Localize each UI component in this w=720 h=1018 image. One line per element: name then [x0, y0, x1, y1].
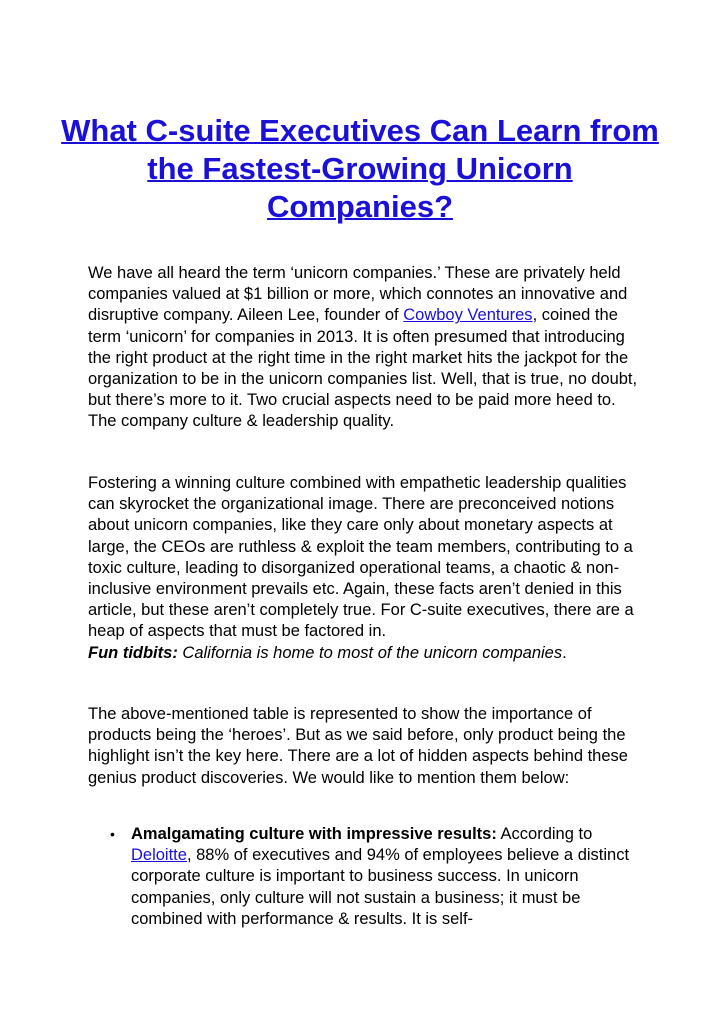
bullet-text-end: , 88% of executives and 94% of employees believe a distinct corporate culture is important to business success. In unicorn companies, only culture will not sustain a business; it must be combined with performance & results. It is self-: [131, 846, 630, 928]
bullet-heading: Amalgamating culture with impressive results:: [131, 825, 497, 843]
fun-tidbits-label: Fun tidbits:: [88, 643, 178, 662]
deloitte-link[interactable]: Deloitte: [131, 846, 187, 865]
fun-tidbits-period: .: [562, 643, 567, 662]
intro-text-end: , coined the term ‘unicorn’ for companies in 2013. It is often presumed that introducing the right product at the right time in the right market hits the jackpot for the organization to be in the unicorn companies list. Well, that is true, no doubt, but there’s more to it. Two crucial aspects need to be paid more heed to. The company culture & leadership quality.: [88, 306, 638, 431]
culture-text: Fostering a winning culture combined with empathetic leadership qualities can skyrocket the organizational image. There are preconceived notions about unicorn companies, like they care only about monetary aspects at large, the CEOs are ruthless & exploit the team members, contributing to a toxic culture, leading to disorganized operational teams, a chaotic & non-inclusive environment prevails etc. Again, these facts aren’t denied in this article, but these aren’t completely true. For C-suite executives, there are a heap of aspects that must be factored in.: [88, 474, 634, 641]
title-link[interactable]: What C-suite Executives Can Learn from the Fastest-Growing Unicorn Companies?: [61, 113, 659, 224]
aspects-list: [88, 824, 648, 930]
bullet-marker: •: [110, 826, 115, 842]
paragraph-culture: [88, 473, 648, 664]
intro-text-start: We have all heard the term ‘unicorn companies.’ These are privately held companies valued at $1 billion or more, which connotes an innovative and disruptive company. Aileen Lee, founder of: [88, 264, 628, 325]
cowboy-ventures-link[interactable]: Cowboy Ventures: [403, 306, 533, 325]
page-title: [60, 112, 660, 226]
fun-tidbits-text: California is home to most of the unicorn companies: [177, 643, 563, 662]
list-item: [88, 824, 648, 930]
bullet-text-start: According to: [496, 825, 593, 843]
paragraph-products: [88, 704, 648, 789]
products-text: The above-mentioned table is represented to show the importance of products being the ‘heroes’. But as we said before, only product being the highlight isn’t the key here. There are a lot of hidden aspects behind these genius product discoveries. We would like to mention them below:: [88, 705, 628, 787]
paragraph-intro: [88, 263, 648, 433]
